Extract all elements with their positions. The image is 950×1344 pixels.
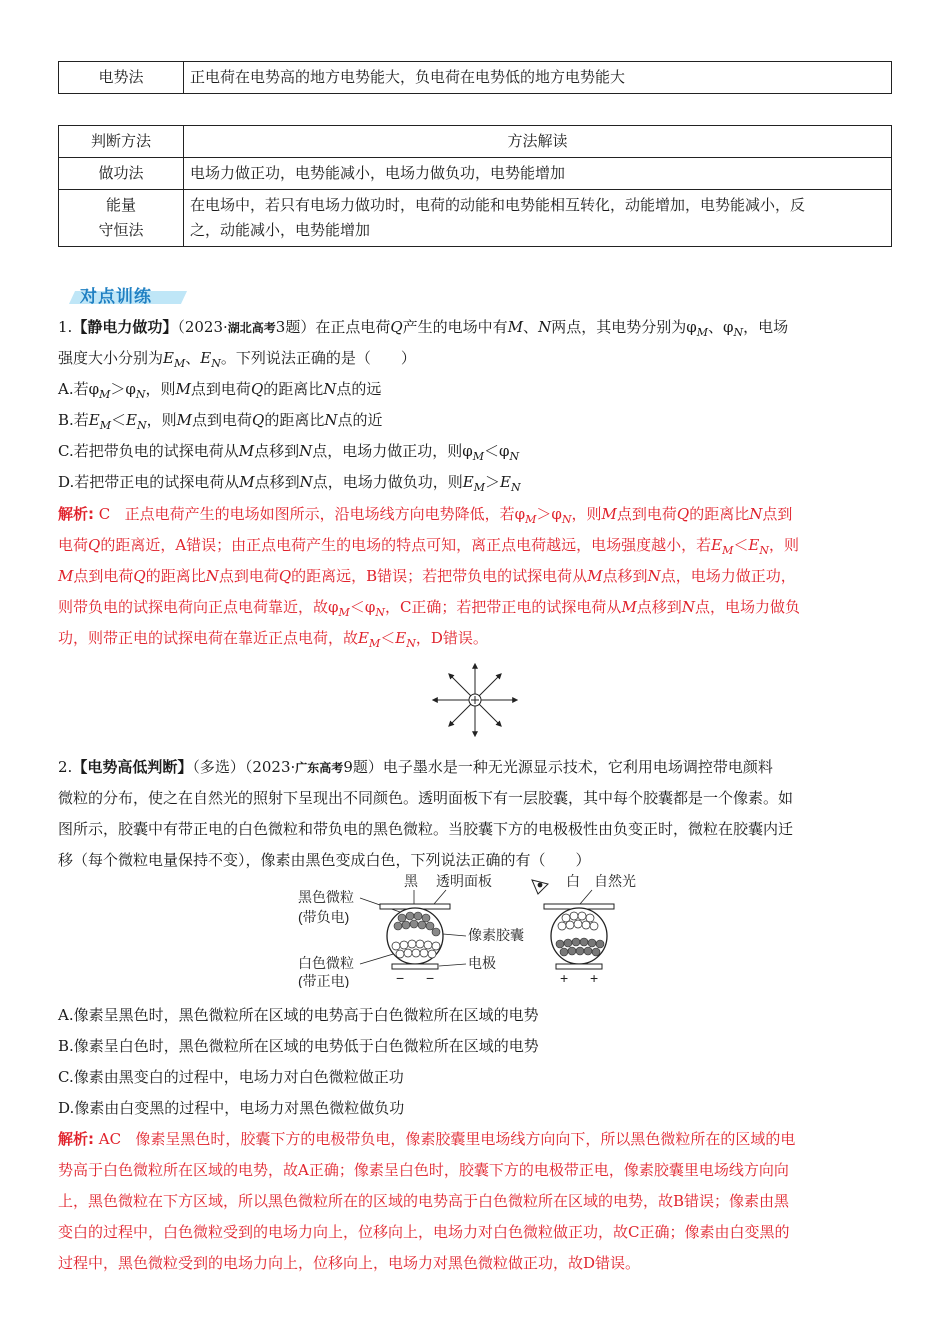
question-tag: 【静电力做功】 — [72, 318, 178, 336]
option-text: C.若把带负电的试探电荷从 — [58, 442, 239, 460]
phi: φ — [551, 505, 562, 523]
option-text: 的距离比 — [264, 411, 325, 429]
sub-N: N — [561, 513, 572, 526]
label-pixel-capsule: 像素胶囊 — [468, 927, 524, 943]
q2-stem-line-2: 微粒的分布，使之在自然光的照射下呈现出不同颜色。透明面板下有一层胶囊，其中每个胶囊都是一个像素。如 — [58, 789, 794, 807]
electrode-right — [556, 964, 602, 969]
var-E: E — [200, 349, 212, 367]
var-Q: Q — [88, 536, 101, 554]
q1-analysis-line-1 — [58, 503, 898, 531]
stem-text: 。下列说法正确的是（ ） — [220, 349, 416, 367]
table-cell-method: 电势法 — [59, 62, 184, 94]
label-positive-charge: (带正电) — [298, 973, 350, 988]
q1-option-c — [58, 440, 898, 468]
sub-M: M — [722, 544, 734, 557]
option-text: 点到电荷 — [190, 380, 251, 398]
table-cell-desc — [184, 190, 892, 247]
q2-stem-line-1 — [58, 756, 898, 779]
method-table-2 — [58, 125, 892, 247]
option-text: ，则 — [146, 411, 177, 429]
label-transparent-panel: 透明面板 — [436, 873, 492, 889]
analysis-text: 像素呈黑色时，胶囊下方的电极带负电，像素胶囊里电场线方向向下，所以黑色微粒所在的区域的电 — [135, 1130, 796, 1148]
lt-symbol: ＜ — [380, 629, 396, 647]
var-E: E — [88, 411, 100, 429]
var-M: M — [238, 442, 255, 460]
label-plus: + — [590, 970, 599, 986]
gt-symbol: ＞ — [485, 473, 501, 491]
eye-icon — [532, 880, 548, 894]
label-black-particle: 黑色微粒 — [298, 889, 354, 905]
analysis-text: ，C正确；若把带正电的试探电荷从 — [384, 598, 622, 616]
phi: φ — [125, 380, 136, 398]
q1-analysis-line-3 — [58, 565, 898, 587]
e-ink-capsule-diagram — [296, 872, 666, 988]
var-Q: Q — [390, 318, 403, 336]
q1-analysis-line-2 — [58, 534, 898, 562]
label-natural-light: 自然光 — [594, 873, 636, 889]
stem-text: 强度大小分别为 — [58, 349, 164, 367]
label-minus: − — [396, 970, 405, 986]
analysis-label: 解析: — [58, 1130, 94, 1148]
analysis-text: ，则 — [571, 505, 602, 523]
var-Q: Q — [676, 505, 690, 523]
stem-text: 、 — [707, 318, 723, 336]
analysis-text: 点移到 — [602, 567, 648, 585]
table-row — [59, 158, 892, 190]
option-text: 点的近 — [337, 411, 383, 429]
var-M: M — [58, 567, 74, 585]
analysis-text: 的距离远，B错误；若把带负电的试探电荷从 — [291, 567, 588, 585]
sub-M: M — [99, 419, 112, 432]
table-row — [59, 190, 892, 247]
stem-text: 电子墨水是一种无光源显示技术，它利用电场调控带电颜料 — [382, 758, 773, 776]
analysis-text: ，D错误。 — [415, 629, 488, 647]
var-Q: Q — [278, 567, 292, 585]
var-N: N — [324, 411, 338, 429]
var-E: E — [126, 411, 137, 429]
label-black: 黑 — [404, 873, 418, 889]
sub-M: M — [472, 450, 485, 463]
sub-N: N — [136, 419, 147, 432]
sub-N: N — [211, 357, 221, 370]
var-M: M — [507, 318, 524, 336]
electrode-left — [392, 964, 438, 969]
q2-analysis-line-4: 变白的过程中，白色微粒受到的电场力向上，位移向上，电场力对白色微粒做正功，故C正确；像素由白变黑的 — [58, 1223, 790, 1241]
stem-text: 两点，其电势分别为 — [551, 318, 687, 336]
desc-line-1: 在电场中，若只有电场力做功时，电荷的动能和电势能相互转化，动能增加，电势能减小，反 — [190, 196, 806, 214]
sub-M: M — [338, 606, 350, 619]
method-line-1: 能量 — [105, 196, 136, 214]
sub-N: N — [759, 544, 769, 557]
lt-symbol: ＜ — [484, 442, 500, 460]
var-M: M — [621, 598, 637, 616]
analysis-text: 点，电场力做正功， — [660, 567, 796, 585]
var-N: N — [749, 505, 763, 523]
var-M: M — [587, 567, 603, 585]
var-N: N — [299, 473, 313, 491]
sub-M: M — [368, 637, 381, 650]
source-name: 湖北高考 — [227, 321, 276, 335]
table-cell-method — [59, 190, 184, 247]
q2-option-b: B.像素呈白色时，黑色微粒所在区域的电势低于白色微粒所在区域的电势 — [58, 1037, 539, 1055]
sub-N: N — [510, 481, 521, 494]
var-Q: Q — [252, 411, 265, 429]
table-header-desc: 方法解读 — [184, 126, 892, 158]
q2-option-c: C.像素由黑变白的过程中，电场力对白色微粒做正功 — [58, 1068, 404, 1086]
phi: φ — [686, 318, 697, 336]
label-white: 白 — [566, 873, 580, 889]
phi: φ — [723, 318, 734, 336]
source-suffix: 3题） — [275, 318, 316, 336]
question-number: 1. — [58, 318, 73, 336]
q2-analysis-line-5: 过程中，黑色微粒受到的电场力向上，位移向上，电场力对黑色微粒做正功，故D错误。 — [58, 1254, 641, 1272]
var-N: N — [538, 318, 552, 336]
q1-stem-line-2 — [58, 347, 898, 375]
source-prefix: （2023· — [244, 758, 296, 776]
table-header-row — [59, 126, 892, 158]
stem-text: 在正点电荷 — [315, 318, 391, 336]
option-text: A.若 — [58, 380, 89, 398]
lt-symbol: ＜ — [111, 411, 127, 429]
pointer-line — [580, 890, 592, 904]
var-M: M — [176, 411, 192, 429]
analysis-text: 点到电荷 — [73, 567, 134, 585]
pointer-line — [439, 964, 466, 966]
q2-analysis-line-1 — [58, 1128, 898, 1150]
option-text: 的距离比 — [263, 380, 324, 398]
var-E: E — [395, 629, 407, 647]
phi: φ — [88, 380, 100, 398]
q2-option-d: D.像素由白变黑的过程中，电场力对黑色微粒做负功 — [58, 1099, 405, 1117]
white-particles-top — [558, 912, 598, 930]
var-N: N — [647, 567, 661, 585]
sub-N: N — [509, 450, 520, 463]
var-E: E — [748, 536, 760, 554]
analysis-text: 的距离近，A错误；由正点电荷产生的电场的特点可知，离正点电荷越远，电场强度越小，若 — [100, 536, 712, 554]
table-cell-method: 做功法 — [59, 158, 184, 190]
source-prefix: （2023· — [177, 318, 228, 336]
q2-stem-line-4: 移（每个微粒电量保持不变），像素由黑色变成白色，下列说法正确的有（ ） — [58, 851, 591, 869]
method-table-1 — [58, 61, 892, 94]
phi: φ — [364, 598, 376, 616]
section-banner — [58, 282, 198, 306]
option-text: 点移到 — [254, 473, 300, 491]
q1-option-a — [58, 378, 898, 406]
option-text: B.若 — [58, 411, 89, 429]
var-N: N — [299, 442, 313, 460]
analysis-text: 则带负电的试探电荷向正点电荷靠近，故 — [58, 598, 329, 616]
stem-text: ，电场 — [743, 318, 789, 336]
table-cell-desc: 电场力做正功，电势能减小，电场力做负功，电势能增加 — [184, 158, 892, 190]
method-line-2: 守恒法 — [98, 221, 144, 239]
q2-analysis-line-3: 上，黑色微粒在下方区域，所以黑色微粒所在的区域的电势高于白色微粒所在区域的电势，故B错误；像素由黑 — [58, 1192, 790, 1210]
analysis-text: 点，电场力做负 — [694, 598, 800, 616]
option-text: ，则 — [145, 380, 176, 398]
source-name: 广东高考 — [295, 761, 344, 775]
var-E: E — [711, 536, 723, 554]
label-minus: − — [426, 970, 435, 986]
phi: φ — [514, 505, 526, 523]
option-text: 点，电场力做负功，则 — [312, 473, 463, 491]
sub-M: M — [473, 481, 485, 494]
pointer-line — [443, 934, 466, 936]
table-row — [59, 62, 892, 94]
var-M: M — [601, 505, 617, 523]
var-N: N — [205, 567, 219, 585]
label-white-particle: 白色微粒 — [298, 955, 354, 971]
multi-select-note: （多选） — [192, 758, 245, 776]
var-E: E — [500, 473, 511, 491]
analysis-text: 点到电荷 — [218, 567, 279, 585]
sub-M: M — [525, 513, 537, 526]
analysis-label: 解析: — [58, 505, 94, 523]
q1-analysis-line-4 — [58, 596, 898, 624]
analysis-text: 点到 — [762, 505, 793, 523]
var-Q: Q — [250, 380, 264, 398]
analysis-text: ，则 — [768, 536, 799, 554]
var-E: E — [462, 473, 474, 491]
section-title: 对点训练 — [80, 287, 152, 307]
sub-N: N — [733, 326, 744, 339]
sub-N: N — [375, 606, 385, 619]
sub-M: M — [696, 326, 708, 339]
var-N: N — [323, 380, 337, 398]
question-number: 2. — [58, 758, 73, 776]
label-plus: + — [560, 970, 569, 986]
analysis-text: 点移到 — [636, 598, 682, 616]
analysis-text: 电荷 — [58, 536, 89, 554]
lt-symbol: ＜ — [349, 598, 365, 616]
desc-line-2: 之，动能减小，电势能增加 — [190, 221, 371, 239]
analysis-text: 的距离比 — [689, 505, 750, 523]
sub-N: N — [135, 388, 146, 401]
question-tag: 【电势高低判断】 — [72, 758, 193, 776]
option-text: D.若把带正电的试探电荷从 — [58, 473, 240, 491]
table-header-method: 判断方法 — [59, 126, 184, 158]
q1-stem-line-1 — [58, 316, 898, 344]
analysis-text: 点到电荷 — [616, 505, 677, 523]
lt-symbol: ＜ — [733, 536, 749, 554]
option-text: 点的远 — [336, 380, 382, 398]
gt-symbol: ＞ — [536, 505, 552, 523]
q2-analysis-line-2: 势高于白色微粒所在区域的电势，故A正确；像素呈白色时，胶囊下方的电极带正电，像素胶囊里电场线方向向 — [58, 1161, 789, 1179]
source-suffix: 9题） — [343, 758, 383, 776]
var-M: M — [239, 473, 255, 491]
option-text: 点，电场力做正功，则 — [312, 442, 463, 460]
label-negative-charge: (带负电) — [298, 909, 350, 925]
answer: C — [98, 505, 111, 523]
answer: AC — [98, 1130, 122, 1148]
option-text: 点移到 — [254, 442, 300, 460]
stem-text: 、 — [185, 349, 201, 367]
var-E: E — [358, 629, 369, 647]
table-cell-desc: 正电荷在电势高的地方电势能大，负电荷在电势低的地方电势能大 — [184, 62, 892, 94]
stem-text: 产生的电场中有 — [402, 318, 508, 336]
label-electrode: 电极 — [468, 955, 496, 971]
stem-text: 、 — [523, 318, 539, 336]
gt-symbol: ＞ — [110, 380, 126, 398]
var-Q: Q — [133, 567, 146, 585]
phi: φ — [328, 598, 339, 616]
phi: φ — [462, 442, 473, 460]
pointer-line — [434, 890, 446, 904]
var-M: M — [175, 380, 191, 398]
analysis-text: 正点电荷产生的电场如图所示，沿电场线方向电势降低，若 — [124, 505, 515, 523]
var-N: N — [681, 598, 695, 616]
analysis-text: 的距离比 — [145, 567, 206, 585]
analysis-text: 功，则带正电的试探电荷在靠近正点电荷，故 — [58, 629, 359, 647]
q2-option-a: A.像素呈黑色时，黑色微粒所在区域的电势高于白色微粒所在区域的电势 — [58, 1006, 539, 1024]
option-text: 点到电荷 — [191, 411, 252, 429]
var-E: E — [163, 349, 174, 367]
sub-M: M — [99, 388, 111, 401]
sub-N: N — [406, 637, 416, 650]
q1-option-b — [58, 409, 898, 437]
q2-stem-line-3: 图所示，胶囊中有带正电的白色微粒和带负电的黑色微粒。当胶囊下方的电极极性由负变正时，微粒在胶囊内迁 — [58, 820, 794, 838]
sub-M: M — [173, 357, 186, 370]
point-charge-field-diagram — [428, 660, 522, 740]
phi: φ — [499, 442, 510, 460]
q1-option-d — [58, 471, 898, 499]
q1-analysis-line-5 — [58, 627, 898, 655]
